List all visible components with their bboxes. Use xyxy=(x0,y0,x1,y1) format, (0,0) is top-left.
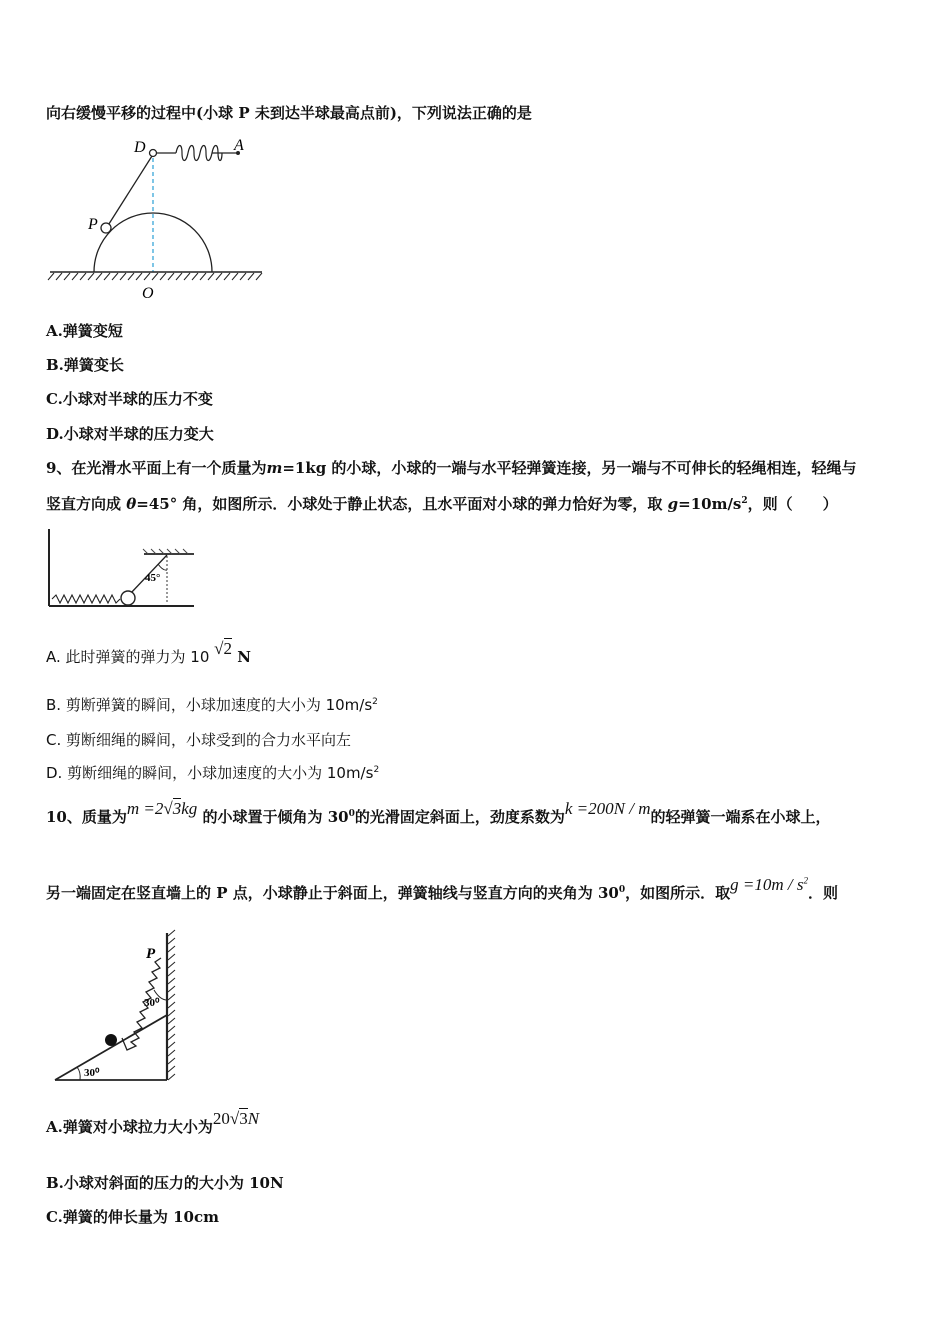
q10-text: 另一端固定在竖直墙上的 P 点，小球静止于斜面上，弹簧轴线与竖直方向的夹角为 30 xyxy=(46,884,619,902)
q9-text: 竖直方向成 xyxy=(46,495,127,513)
q9-sqrt-symbol: √2 xyxy=(214,639,233,658)
q8-option-a: A.弹簧变短 xyxy=(46,322,123,340)
q10-option-c: C.弹簧的伸长量为 10cm xyxy=(46,1208,219,1226)
q9-theta-symbol: θ xyxy=(126,495,137,513)
q9-g-symbol: g xyxy=(667,495,679,513)
q10-sup: 0 xyxy=(618,885,626,895)
q10-option-a-text: A.弹簧对小球拉力大小为 xyxy=(46,1118,213,1136)
q9-text: =10m/s xyxy=(678,495,742,513)
q9-option-c: C. 剪断细绳的瞬间，小球受到的合力水平向左 xyxy=(46,731,352,749)
q10-stem-line2 xyxy=(46,875,838,903)
q10-option-a-expr: 20√3N xyxy=(212,1109,260,1128)
q10-text: 的小球置于倾角为 30 xyxy=(202,808,349,826)
figure-spring-rope-ball xyxy=(44,524,200,616)
q10-stem-line1 xyxy=(46,799,831,827)
label-O: O xyxy=(142,285,154,302)
q9-text: 9、在光滑水平面上有一个质量为 xyxy=(46,459,267,477)
q10-text: ，如图所示．取 xyxy=(625,884,731,902)
q9-option-a-text: A. 此时弹簧的弹力为 10 xyxy=(46,648,215,666)
q9-option-d-text: D. 剪断细绳的瞬间，小球加速度的大小为 10m/s xyxy=(46,764,374,782)
q9-option-b xyxy=(46,694,378,715)
q10-k-expr: k =200N / m xyxy=(564,799,651,818)
figure-hemisphere-spring xyxy=(44,134,274,304)
q10-text: 10、质量为 xyxy=(46,808,127,826)
q9-stem-line2 xyxy=(46,493,838,514)
fig2-angle-label: 45° xyxy=(145,572,161,584)
figure-incline-spring-wall xyxy=(50,928,190,1088)
fig3-label-P: P xyxy=(146,946,156,962)
q9-option-d-sup: 2 xyxy=(373,765,380,775)
q8-option-d: D.小球对半球的压力变大 xyxy=(46,425,214,443)
q9-option-d xyxy=(46,762,379,783)
fig3-bottom-angle: 30⁰ xyxy=(84,1067,100,1079)
question-intro: 向右缓慢平移的过程中(小球 P 未到达半球最高点前)，下列说法正确的是 xyxy=(46,104,532,122)
q8-option-b: B.弹簧变长 xyxy=(46,356,124,374)
q9-option-a: A. 此时弹簧的弹力为 10 √2 N xyxy=(46,639,251,666)
q10-text: 的光滑固定斜面上，劲度系数为 xyxy=(354,808,565,826)
q10-mass-expr: m =2√3kg xyxy=(126,799,198,818)
q10-text: 的轻弹簧一端系在小球上， xyxy=(650,808,831,826)
q9-option-b-text: B. 剪断弹簧的瞬间，小球加速度的大小为 10m/s xyxy=(46,696,373,714)
fig3-top-angle: 30⁰ xyxy=(144,997,160,1009)
q10-option-a xyxy=(46,1109,260,1137)
q10-text: ．则 xyxy=(807,884,838,902)
label-D: D xyxy=(134,139,146,156)
q9-exponent: 2 xyxy=(741,496,748,506)
q9-text: =45° 角，如图所示．小球处于静止状态，且水平面对小球的弹力恰好为零，取 xyxy=(136,495,668,513)
q9-mass-symbol: m xyxy=(266,459,283,477)
label-A: A xyxy=(234,137,244,154)
q9-stem-line1 xyxy=(46,457,856,478)
q10-option-b: B.小球对斜面的压力的大小为 10N xyxy=(46,1174,284,1192)
q9-option-b-sup: 2 xyxy=(372,697,378,707)
label-P: P xyxy=(88,216,98,233)
q9-text: =1kg 的小球，小球的一端与水平轻弹簧连接，另一端与不可伸长的轻绳相连，轻绳与 xyxy=(282,459,857,477)
q8-option-c: C.小球对半球的压力不变 xyxy=(46,390,213,408)
q10-sup: 0 xyxy=(348,809,355,819)
q9-text: ，则（ ） xyxy=(747,495,838,513)
q10-g-expr: $g =10m / s^2$ xyxy=(730,875,808,894)
